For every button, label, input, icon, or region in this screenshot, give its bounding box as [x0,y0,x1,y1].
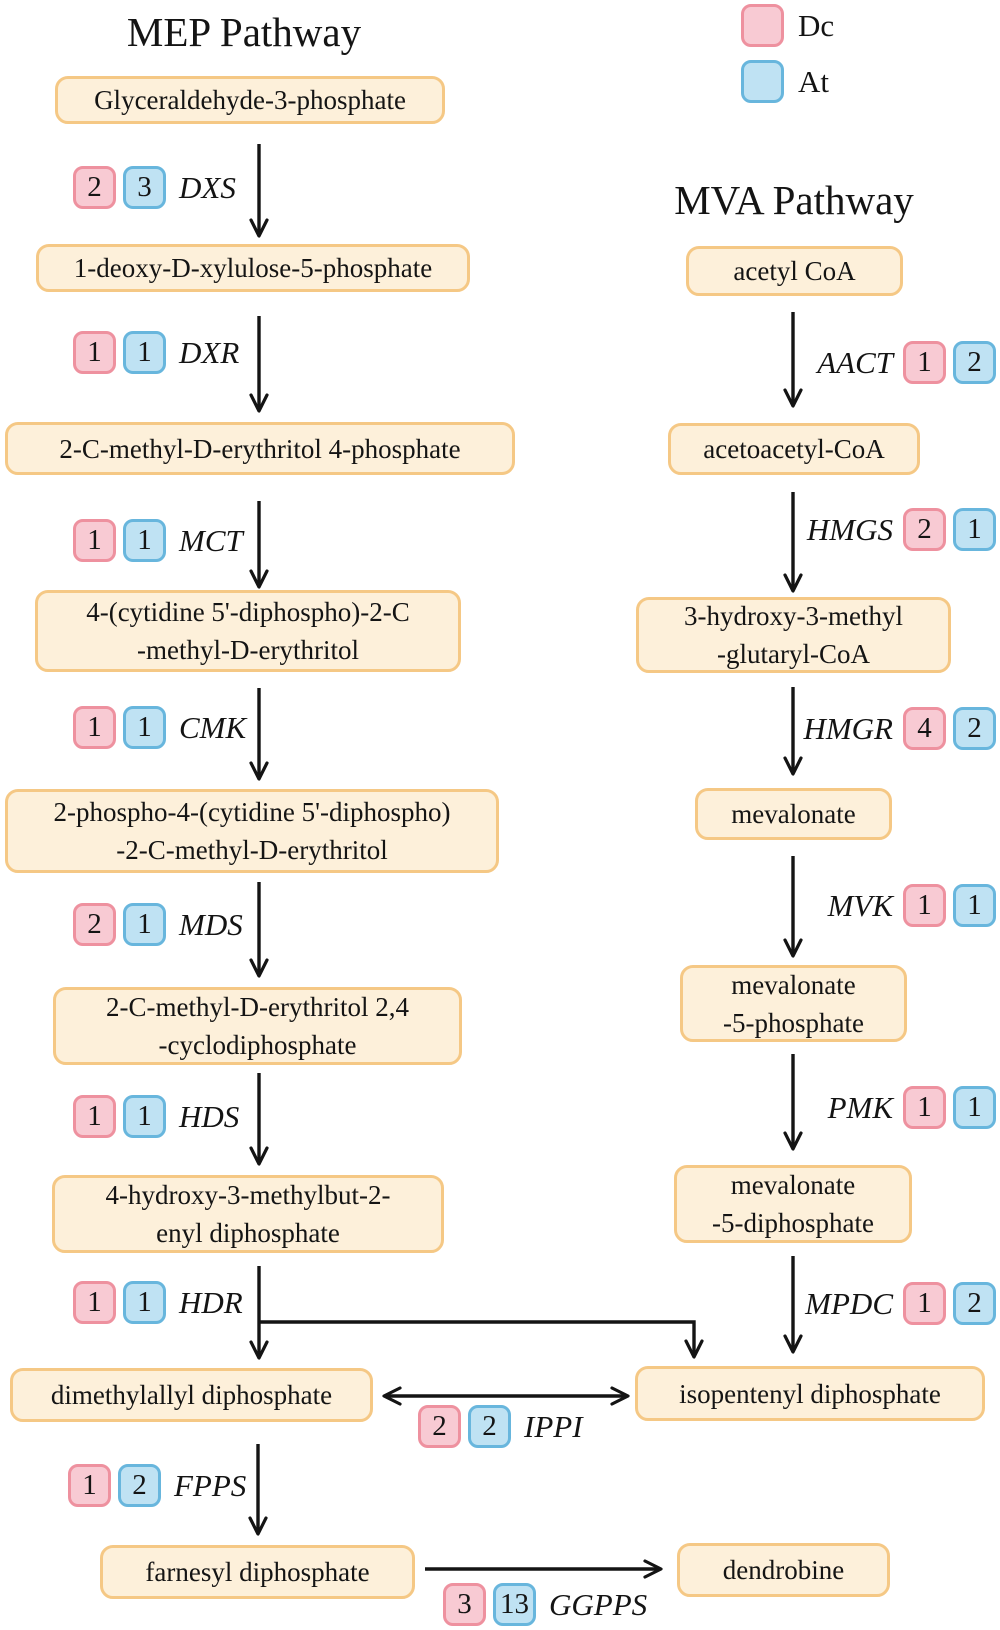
enzyme-label-mds [73,903,243,946]
metabolite-box-acetyl-coa [686,246,903,296]
enzyme-name-cmk: CMK [179,709,247,745]
dc-count-badge: 2 [418,1405,461,1448]
dc-count-badge: 1 [903,1282,946,1325]
metabolite-box-mep [5,422,515,475]
enzyme-label-hmgs [798,508,996,551]
metabolite-label: 1-deoxy-D-xylulose-5-phosphate [73,253,433,283]
at-count-badge: 1 [123,706,166,749]
metabolite-label-line1: mevalonate [731,969,856,1000]
metabolite-label-line2: enyl diphosphate [156,1218,340,1248]
dc-count-badge: 2 [903,508,946,551]
enzyme-label-aact [798,341,996,384]
metabolite-label-line1: 3-hydroxy-3-methyl [684,601,903,631]
at-legend-label: At [798,63,829,99]
metabolite-label-line1: 4-(cytidine 5'-diphospho)-2-C [86,597,410,627]
dc-legend-label: Dc [798,7,835,43]
dc-count-badge: 4 [903,707,946,750]
enzyme-name-hdr: HDR [179,1284,243,1320]
at-count-badge: 1 [953,1086,996,1129]
at-count-badge: 2 [953,1282,996,1325]
mva-pathway-title: MVA Pathway [674,177,914,223]
at-count-badge: 1 [953,508,996,551]
metabolite-box-dmapp [10,1368,373,1422]
at-count-badge: 1 [123,331,166,374]
enzyme-label-hmgr [798,707,996,750]
at-count-badge: 13 [493,1583,536,1626]
at-count-badge: 2 [468,1405,511,1448]
enzyme-label-mct [73,519,243,562]
at-count-badge: 1 [123,1281,166,1324]
dc-count-badge: 1 [73,706,116,749]
enzyme-label-dxr [73,331,239,374]
metabolite-label: acetyl CoA [733,256,856,286]
dc-count-badge: 1 [73,331,116,374]
metabolite-box-dxp [36,244,470,292]
enzyme-name-ggpps: GGPPS [549,1586,648,1622]
metabolite-label-line2: -5-phosphate [723,1007,864,1038]
metabolite-box-dendrobine [677,1543,890,1597]
metabolite-label: isopentenyl diphosphate [679,1378,941,1409]
enzyme-label-mvk [798,884,996,927]
enzyme-label-mpdc [798,1282,996,1325]
at-count-badge: 1 [123,903,166,946]
metabolite-label-line1: 2-phospho-4-(cytidine 5'-diphospho) [53,797,451,827]
metabolite-box-mecpp [53,987,462,1065]
enzyme-label-ippi [418,1405,583,1448]
enzyme-name-mct: MCT [179,522,243,558]
metabolite-label-line2: -methyl-D-erythritol [137,635,359,665]
legend-item-dc [741,4,834,47]
dc-legend-swatch [741,4,784,47]
enzyme-name-dxs: DXS [179,169,236,205]
metabolite-label-line2: -5-diphosphate [712,1208,874,1238]
dc-count-badge: 1 [903,884,946,927]
at-count-badge: 3 [123,166,166,209]
dc-count-badge: 1 [73,1095,116,1138]
enzyme-label-hds [73,1095,239,1138]
enzyme-name-ippi: IPPI [524,1408,583,1444]
metabolite-label: farnesyl diphosphate [145,1557,370,1587]
metabolite-label: Glyceraldehyde-3-phosphate [94,85,406,115]
metabolite-label-line2: -cyclodiphosphate [158,1030,357,1060]
enzyme-name-fpps: FPPS [174,1467,247,1503]
metabolite-box-cdp-me [35,590,461,672]
enzyme-name-dxr: DXR [179,334,240,370]
enzyme-name-hmgr: HMGR [803,710,893,746]
dc-count-badge: 1 [903,1086,946,1129]
metabolite-label: dendrobine [722,1555,845,1585]
metabolite-label-line2: -2-C-methyl-D-erythritol [116,835,388,865]
dc-count-badge: 1 [73,1281,116,1324]
metabolite-label-line1: 4-hydroxy-3-methylbut-2- [105,1180,391,1210]
mep-pathway-title: MEP Pathway [126,9,362,55]
enzyme-label-cmk [73,706,246,749]
metabolite-box-cdp-mep [5,789,499,873]
enzyme-name-mds: MDS [179,906,243,942]
metabolite-label: mevalonate [731,799,856,829]
enzyme-label-ggpps [443,1583,647,1626]
enzyme-name-mvk: MVK [827,887,893,923]
arrow-hdr-branch-to-ipp [259,1322,694,1356]
metabolite-box-mvpp [674,1165,912,1243]
enzyme-label-fpps [68,1464,246,1507]
metabolite-box-hmbpp [52,1175,444,1253]
enzyme-label-pmk [798,1086,996,1129]
at-legend-swatch [741,60,784,103]
legend-item-at [741,60,829,103]
enzyme-name-aact: AACT [817,344,893,380]
metabolite-label-line2: -glutaryl-CoA [717,639,870,669]
dc-count-badge: 3 [443,1583,486,1626]
enzyme-name-hds: HDS [179,1098,240,1134]
metabolite-box-ipp [635,1366,985,1421]
metabolite-label: 2-C-methyl-D-erythritol 4-phosphate [59,433,461,464]
dc-count-badge: 2 [73,166,116,209]
at-count-badge: 1 [953,884,996,927]
enzyme-name-mpdc: MPDC [805,1285,893,1321]
dc-count-badge: 1 [68,1464,111,1507]
metabolite-label: dimethylallyl diphosphate [50,1380,333,1410]
at-count-badge: 2 [953,341,996,384]
enzyme-label-hdr [73,1281,243,1324]
metabolite-label-line1: 2-C-methyl-D-erythritol 2,4 [106,992,409,1022]
metabolite-box-fpp [100,1545,415,1599]
at-count-badge: 2 [118,1464,161,1507]
metabolite-box-acetoacetyl-coa [668,423,920,475]
metabolite-box-g3p [55,76,445,124]
metabolite-box-mvp [680,965,907,1042]
at-count-badge: 1 [123,1095,166,1138]
at-count-badge: 2 [953,707,996,750]
at-count-badge: 1 [123,519,166,562]
enzyme-name-hmgs: HMGS [806,511,893,547]
dc-count-badge: 1 [73,519,116,562]
metabolite-label: acetoacetyl-CoA [703,434,885,464]
enzyme-name-pmk: PMK [827,1089,893,1125]
dc-count-badge: 2 [73,903,116,946]
metabolite-label-line1: mevalonate [730,1170,856,1200]
metabolite-box-mevalonate [695,788,892,840]
enzyme-label-dxs [73,166,236,209]
dc-count-badge: 1 [903,341,946,384]
metabolite-box-hmg-coa [636,597,951,673]
